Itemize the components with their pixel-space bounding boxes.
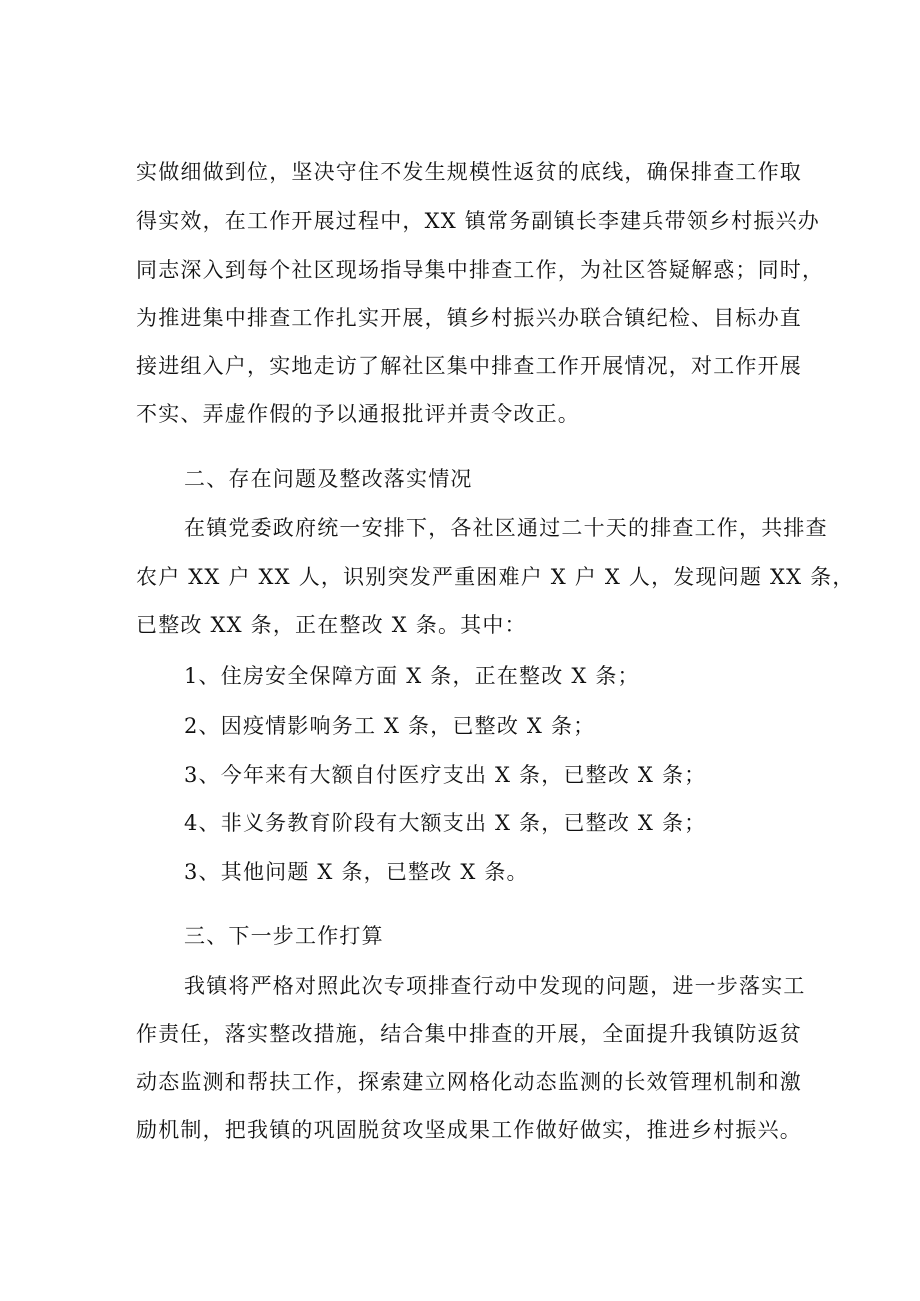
para2-line-1: 在镇党委政府统一安排下，各社区通过二十天的排查工作，共排查: [184, 516, 828, 540]
para3-line-3: 动态监测和帮扶工作，探索建立网格化动态监测的长效管理机制和激: [136, 1070, 802, 1094]
para1-line-6: 不实、弄虚作假的予以通报批评并责令改正。: [136, 402, 580, 426]
para2-line-3: 已整改 XX 条，正在整改 X 条。其中：: [136, 613, 527, 637]
para3-line-1: 我镇将严格对照此次专项排查行动中发现的问题，进一步落实工: [184, 974, 806, 998]
para3-line-4: 励机制，把我镇的巩固脱贫攻坚成果工作做好做实，推进乡村振兴。: [136, 1118, 802, 1142]
list-item-3: 3、今年来有大额自付医疗支出 X 条，已整改 X 条；: [184, 763, 707, 787]
section-heading-2: 二、存在问题及整改落实情况: [184, 467, 473, 491]
list-item-4: 4、非义务教育阶段有大额支出 X 条，已整改 X 条；: [184, 811, 707, 835]
para1-line-2: 得实效，在工作开展过程中，XX 镇常务副镇长李建兵带领乡村振兴办: [136, 209, 820, 233]
para1-line-4: 为推进集中排查工作扎实开展，镇乡村振兴办联合镇纪检、目标办直: [136, 306, 802, 330]
section-heading-3: 三、下一步工作打算: [184, 924, 384, 948]
para3-line-2: 作责任，落实整改措施，结合集中排查的开展，全面提升我镇防返贫: [136, 1022, 802, 1046]
para1-line-5: 接进组入户，实地走访了解社区集中排查工作开展情况，对工作开展: [136, 354, 802, 378]
para1-line-3: 同志深入到每个社区现场指导集中排查工作，为社区答疑解惑；同时，: [136, 258, 825, 282]
list-item-2: 2、因疫情影响务工 X 条，已整改 X 条；: [184, 714, 596, 738]
para1-line-1: 实做细做到位，坚决守住不发生规模性返贫的底线，确保排查工作取: [136, 160, 802, 184]
para2-line-2: 农户 XX 户 XX 人，识别突发严重困难户 X 户 X 人，发现问题 XX 条，: [136, 565, 855, 589]
list-item-5: 3、其他问题 X 条，已整改 X 条。: [184, 860, 529, 884]
list-item-1: 1、住房安全保障方面 X 条，正在整改 X 条；: [184, 664, 640, 688]
